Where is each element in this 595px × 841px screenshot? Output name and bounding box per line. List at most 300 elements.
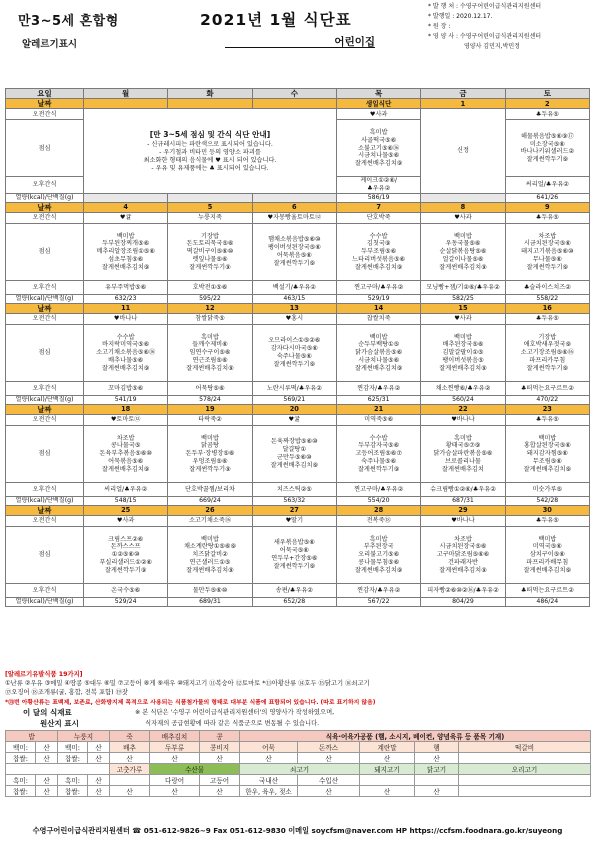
am-snack-cell: 미역죽⑤⑥ — [336, 414, 420, 425]
allergy-title: [알레르기유발식품 19가지] — [5, 671, 83, 678]
kcal-cell: 578/24 — [168, 395, 252, 404]
date-cell: 21 — [336, 404, 420, 414]
pm-snack-cell: 백설기/♣우유② — [252, 280, 336, 294]
date-cell: 1 — [421, 99, 505, 109]
lunch-cell — [168, 526, 252, 583]
origin-cell: 산 — [36, 786, 58, 797]
dish: 사골떡국⑤⑥ — [361, 136, 397, 144]
lunch-cell — [336, 324, 420, 381]
dish: 달걀탕① — [282, 446, 307, 454]
origin-cell: 수입산 — [298, 775, 360, 786]
dish: 백미밥 — [369, 333, 388, 341]
dish: 시금치된장국⑤⑥ — [439, 543, 487, 551]
dish: 잘게썬깍두기⑨ — [273, 360, 316, 368]
dish: 섬초무침⑤⑥ — [108, 255, 144, 263]
dish: 흑미밥 — [454, 434, 472, 442]
row-label-kcal: 열량(kcal)/단백질(g) — [6, 294, 84, 303]
origin-cell — [459, 786, 591, 797]
am-snack-cell: 누룽지죽 — [168, 212, 252, 223]
date-cell: 16 — [505, 303, 589, 313]
dish: 두부조림⑤⑥ — [361, 248, 397, 255]
dish: 오리불고기⑤⑥ — [358, 551, 400, 558]
dish: 돈육부추볶음⑤⑥⑩ — [99, 450, 152, 457]
dish: 미역국⑤⑥ — [532, 543, 562, 551]
dish: 새우볶음밥⑤⑥ — [273, 539, 315, 547]
dish: 차조밥 — [538, 232, 557, 240]
dish: 돼지감자찜⑤⑥ — [526, 450, 568, 457]
kcal-cell: 560/24 — [421, 395, 505, 404]
dish: 잘게썬깍두기⑨ — [526, 263, 569, 271]
holiday-cell: 신정 — [421, 109, 505, 194]
lunch-cell — [421, 526, 505, 583]
pm-snack-cell: 호박전①⑤⑥ — [168, 280, 252, 294]
header-cell: 월 — [84, 89, 168, 99]
origin-head: 밥 — [6, 731, 58, 742]
dish: 바나나키위샐러드② — [520, 148, 574, 156]
kcal-cell: 687/31 — [421, 496, 505, 505]
date-cell — [84, 99, 168, 109]
am-snack-cell: 소고기채소죽⑯ — [168, 515, 252, 526]
origin-cell: 흑미: — [6, 775, 36, 786]
dish: 돈까스스프 — [110, 543, 141, 551]
origin-cell: 산 — [415, 786, 459, 797]
kcal-cell — [421, 193, 505, 202]
dish: 파프리카무침 — [529, 356, 566, 364]
pm-snack-cell: 노란시루떡/♣우유② — [252, 381, 336, 395]
dish: 메추리알장조림①⑤⑥ — [96, 248, 155, 255]
dish: 수수밥 — [116, 333, 135, 341]
pm-snack-cell: ♣떠먹는요구르트② — [505, 583, 589, 597]
dish: 흑미밥 — [369, 535, 388, 543]
row-label-kcal: 열량(kcal)/단백질(g) — [6, 496, 84, 505]
am-snack-cell: ♥자몽빵율토마토⑫ — [252, 212, 336, 223]
pm-snack-cell: 찐감자/♣우유② — [336, 583, 420, 597]
dish: 렛잎나물⑤⑥ — [192, 255, 228, 263]
dish: 들깨수제비⑥ — [192, 341, 228, 349]
lunch-cell — [336, 526, 420, 583]
am-snack-cell: ♣두유⑤ — [505, 212, 589, 223]
origin-cell: 찹쌀: — [6, 753, 36, 764]
lunch-cell — [168, 425, 252, 482]
dish: 연근샐러드①⑤ — [189, 558, 231, 566]
dish: 채소계란탕①⑤⑥⑨ — [183, 543, 237, 551]
origin-cell: 두부류 — [150, 742, 200, 753]
date-cell: 4 — [84, 202, 168, 212]
dish: 김칫국⑨ — [366, 240, 391, 248]
origin-cell — [459, 753, 591, 764]
date-cell: 2 — [505, 99, 589, 109]
dish: 건파래자반 — [448, 558, 478, 566]
dish: 닭가슴살볶음⑤⑥ — [355, 349, 403, 356]
row-label-pm-snack: 오후간식 — [6, 381, 84, 395]
origin-cell: 한우, 육우, 젖소 — [240, 786, 298, 797]
row-label-am-snack: 오전간식 — [6, 414, 84, 425]
date-cell: 6 — [252, 202, 336, 212]
kcal-cell: 486/24 — [505, 597, 589, 606]
am-snack-cell: ♣두유⑤ — [505, 414, 589, 425]
lunch-cell — [252, 425, 336, 482]
dish: 숙주나물⑤⑥ — [276, 352, 312, 360]
notice-line: - 우유 및 유제품에는 ♣ 표시되어 있습니다. — [151, 164, 269, 172]
dish: 잘게썬배추김치⑨ — [354, 566, 403, 574]
dish: 백미밥 — [538, 535, 557, 543]
header-cell: 토 — [505, 89, 589, 99]
origin-cell: 산 — [36, 742, 58, 753]
pm-snack-cell: 찐고구마/♣우유② — [336, 280, 420, 294]
menu-table — [5, 88, 590, 607]
dish: 잘게썬깍두기⑨ — [189, 263, 231, 271]
dish: 무조림⑤⑥ — [532, 457, 562, 465]
pm-snack-cell: 채소찐빵⑥/♣우유② — [421, 381, 505, 395]
origin-head: 식육·어육가공품 (햄, 소시지, 베이컨, 양념육류 등 품목 기재) — [240, 731, 591, 742]
am-snack-cell: ♥귤 — [84, 212, 168, 223]
dish: 소불고기⑤⑥⑯ — [358, 144, 400, 152]
origin-cell: 산 — [298, 753, 360, 764]
lunch-cell — [336, 120, 420, 177]
origin-cell — [459, 775, 591, 786]
dish: 임연수구이⑤⑥ — [189, 349, 231, 356]
monthly-ingredient-label: 이 달의 식재료 — [23, 708, 72, 717]
dish: 우엉조림⑤⑥ — [192, 457, 228, 465]
date-cell: 7 — [336, 202, 420, 212]
origin-head: 수산물 — [150, 764, 240, 775]
kcal-cell: 569/21 — [252, 395, 336, 404]
dish: 백미밥 — [454, 232, 472, 240]
kcal-cell: 632/23 — [84, 294, 168, 303]
lunch-cell — [84, 526, 168, 583]
origin-cell: 햄 — [415, 742, 459, 753]
dish: 잘게썬배추김치⑨ — [101, 263, 150, 271]
age-group-title: 만3~5세 혼합형 — [18, 14, 119, 29]
dish: 잘게썬배추김치⑨ — [101, 364, 150, 372]
dish: 배추된장국⑤⑥ — [442, 341, 484, 349]
lunch-cell — [336, 425, 420, 482]
lunch-cell — [505, 425, 589, 482]
row-label-lunch: 점심 — [6, 120, 84, 177]
header-cell: 수 — [252, 89, 336, 99]
dish: 소고기장조림⑤⑥⑯ — [520, 349, 574, 356]
date-cell: 8 — [421, 202, 505, 212]
snack-item: ♣우유② — [367, 185, 391, 193]
kcal-cell: 529/24 — [84, 597, 168, 606]
kcal-cell — [84, 193, 168, 202]
origin-cell: 국내산 — [240, 775, 298, 786]
am-snack-cell: ♥바나나 — [421, 515, 505, 526]
kcal-cell: 669/24 — [168, 496, 252, 505]
allergy-list-1: ①난류 ②우유 ③메밀 ④땅콩 ⑤대두 ⑥밀 ⑦고등어 ⑧게 ⑨새우 ⑩돼지고기 ⑪복숭아 ⑫토마토 *⑬아황산류 ⑭호두 ⑮닭고기 ⑯쇠고기 — [5, 680, 370, 687]
pm-snack-cell: 꼬마김밥⑤⑥ — [84, 381, 168, 395]
row-label-lunch: 점심 — [6, 223, 84, 280]
lunch-cell — [168, 223, 252, 280]
dish: 잘게썬깍두기⑨ — [189, 465, 231, 473]
row-label-date: 날짜 — [6, 99, 84, 109]
origin-cell: 고등어 — [200, 775, 240, 786]
row-label-lunch: 점심 — [6, 526, 84, 583]
origin-cell: 산 — [150, 786, 200, 797]
row-label-lunch: 점심 — [6, 324, 84, 381]
origin-cell — [360, 775, 415, 786]
dish: 어묵볶음⑤⑥ — [276, 251, 312, 259]
origin-cell: 산 — [88, 786, 110, 797]
origin-cell — [415, 775, 459, 786]
dish: 콩나물무침⑤⑥ — [358, 558, 400, 566]
date-cell: 11 — [84, 303, 168, 313]
date-cell: 15 — [421, 303, 505, 313]
kcal-cell: 586/19 — [336, 193, 420, 202]
meta-line: * 영 양 사 : 수영구어린이급식관리지원센터 — [428, 33, 542, 40]
am-snack-cell: ♥바나나 — [84, 313, 168, 324]
origin-cell: 산 — [110, 786, 150, 797]
am-snack-cell: ♥딸기 — [252, 515, 336, 526]
menu-notice — [84, 109, 337, 194]
date-cell: 25 — [84, 505, 168, 515]
allergy-list-2: ⑰오징어 ⑱조개류(굴, 홍합, 전복 포함) ⑲잣 — [5, 689, 128, 696]
origin-cell: 백미: — [6, 742, 36, 753]
dish: 잘게썬배추김치⑨ — [186, 566, 234, 574]
dish: 해물볶음밥⑤⑥⑨⑰ — [520, 132, 574, 140]
row-label-pm-snack: 오후간식 — [6, 583, 84, 597]
kcal-cell: 529/19 — [336, 294, 420, 303]
dish: 잘게썬배추김치⑨ — [439, 364, 487, 372]
header-cell: 요일 — [6, 89, 84, 99]
dish: 시금치나물⑤⑥ — [358, 152, 400, 160]
origin-head: 배추김치 — [150, 731, 200, 742]
dish: 두부감자국⑤⑥ — [358, 442, 400, 450]
dish: 잘게썬배추김치⑨ — [354, 160, 403, 167]
lunch-cell — [84, 324, 168, 381]
dish: 고등어조림⑤⑥⑦ — [355, 450, 402, 457]
origin-table — [5, 730, 591, 797]
origin-head: 콩 — [200, 731, 240, 742]
row-label-pm-snack: 오후간식 — [6, 280, 84, 294]
pm-snack-cell: 찐고구마/♣우유② — [336, 482, 420, 496]
lunch-cell — [252, 526, 336, 583]
pm-snack-cell: 치즈스틱②⑤ — [252, 482, 336, 496]
dish: 수수밥 — [369, 434, 388, 442]
menu-title: 2021년 1월 식단표 — [200, 11, 352, 29]
origin-cell: 다랑어 — [150, 775, 200, 786]
notice-line: 최소화한 형태의 음식물에 ♥ 표시 되어 있습니다. — [143, 156, 277, 164]
date-cell: 30 — [505, 505, 589, 515]
dish: 황태국⑤⑦⑨ — [445, 442, 481, 450]
origin-cell: 찹쌀: — [58, 786, 88, 797]
dish: 잘게썬배추김치⑨ — [439, 566, 487, 574]
date-cell: 9 — [505, 202, 589, 212]
pm-snack-cell: 씨리얼/♣우유② — [505, 177, 589, 194]
lunch-cell — [505, 526, 589, 583]
am-snack-cell: ♥사과 — [336, 109, 420, 120]
dish: 잘게썬배추김치⑨ — [439, 263, 487, 271]
dish: 잘게썬배추김치⑨ — [186, 364, 234, 372]
date-cell — [168, 99, 252, 109]
dish: 부추된장국 — [363, 543, 394, 551]
kcal-cell: 641/26 — [505, 193, 589, 202]
row-label-kcal: 열량(kcal)/단백질(g) — [6, 597, 84, 606]
dish: 잘게썬깍두기⑨ — [357, 465, 400, 473]
dish: 어묵국⑤⑥ — [279, 547, 309, 555]
dish: 시금치된장국⑤⑥ — [523, 240, 571, 248]
kcal-cell: 558/22 — [505, 294, 589, 303]
origin-cell: 산 — [200, 753, 240, 764]
lunch-cell — [84, 425, 168, 482]
origin-head: 닭고기 — [415, 764, 459, 775]
pm-snack-cell: 물만두⑤⑥⑩ — [168, 583, 252, 597]
origin-cell: 산 — [88, 753, 110, 764]
origin-cell: 어묵 — [240, 742, 298, 753]
pm-snack-cell — [336, 177, 420, 194]
dish: 콩나물국⑤ — [110, 442, 141, 450]
dish: 소고기채소볶음⑤⑥⑯ — [96, 349, 156, 356]
notice-line: - 신규레시피는 파란색으로 표시되어 있습니다. — [147, 141, 273, 149]
origin-head: 고춧가루 — [110, 764, 150, 775]
origin-cell: 산 — [150, 753, 200, 764]
kcal-cell — [168, 193, 252, 202]
dish: 흑미밥 — [369, 129, 388, 136]
dish: 군만두⑤⑥⑩ — [277, 453, 312, 461]
dish: ①②⑤⑥⑩ — [111, 551, 140, 558]
dish: 백미밥 — [201, 535, 219, 543]
origin-cell: 산 — [298, 786, 360, 797]
dish: 백미밥 — [454, 333, 472, 341]
dish: 두부된장찌개⑤⑥ — [102, 240, 150, 248]
dish: 기장밥 — [538, 333, 557, 341]
dish: 삼치구이⑤⑥ — [529, 551, 565, 558]
kcal-cell: 542/28 — [505, 496, 589, 505]
origin-cell — [110, 775, 150, 786]
row-label-lunch: 점심 — [6, 425, 84, 482]
date-cell: 29 — [421, 505, 505, 515]
dish: 바지락미역국⑤⑥ — [102, 341, 150, 349]
row-label-date: 날짜 — [6, 202, 84, 212]
dish: 잘게썬깍두기⑨ — [273, 259, 316, 267]
dish: 차조밥 — [116, 434, 135, 442]
origin-cell: 산 — [360, 753, 415, 764]
date-cell: 28 — [336, 505, 420, 515]
dish: 감자다시마국⑤⑥ — [270, 345, 318, 353]
pm-snack-cell: 온국수⑤⑥ — [84, 583, 168, 597]
dish: 미소장국⑤⑥ — [529, 140, 565, 148]
am-snack-cell: 단호박죽 — [336, 212, 420, 223]
am-snack-cell: ♥바나나 — [421, 414, 505, 425]
origin-cell: 콩비지 — [200, 742, 240, 753]
dish: 떡갈비구이⑤⑥⑩ — [186, 248, 234, 255]
pm-snack-cell: 송편/♣우유② — [252, 583, 336, 597]
am-snack-cell: ♣두유⑤ — [505, 313, 589, 324]
dish: 연두부+간장⑤⑥ — [271, 554, 318, 562]
pm-snack-cell: 피자빵②⑥⑩②⑯/♣우유② — [421, 583, 505, 597]
kcal-cell: 463/15 — [252, 294, 336, 303]
dish: 고구마닭조림⑤⑥⑥ — [436, 551, 490, 558]
notice-title: [만 3~5세 점심 및 간식 식단 안내] — [149, 129, 271, 139]
date-cell: 14 — [336, 303, 420, 313]
pm-snack-cell: 모닝빵+잼/기②⑥/♣우유② — [421, 280, 505, 294]
dish: 돈두부·장병장⑤⑥ — [185, 450, 235, 457]
origin-cell: 찹쌀: — [58, 753, 88, 764]
am-snack-cell: ♥사과 — [421, 313, 505, 324]
date-cell: 12 — [168, 303, 252, 313]
dish: 배추나물⑤⑥ — [108, 356, 144, 364]
dish: 팽이버섯된장국⑤⑥ — [267, 244, 321, 252]
dish: 흑미밥 — [201, 333, 219, 341]
kcal-cell: 470/22 — [505, 395, 589, 404]
kcal-cell: 567/22 — [336, 597, 420, 606]
pm-snack-cell: 슈크림빵①②⑥/♣우유② — [421, 482, 505, 496]
origin-head: 죽 — [110, 731, 150, 742]
origin-head: 누룽지 — [58, 731, 110, 742]
dish: 잘게썬배추김치 — [442, 465, 484, 473]
kcal-cell: 804/29 — [421, 597, 505, 606]
dish: 돈육짜장밥⑤⑥⑩ — [271, 438, 318, 446]
origin-cell: 산 — [88, 742, 110, 753]
dish: 크림스프②⑥ — [108, 535, 144, 543]
page-header — [0, 0, 595, 86]
origin-cell: 산 — [200, 786, 240, 797]
header-cell: 목 — [336, 89, 420, 99]
date-cell: 18 — [84, 404, 168, 414]
dish: 기장밥 — [201, 232, 219, 240]
meta-line: * 발행일 : 2020.12.17. — [428, 13, 493, 20]
dish: 얼갈이나물⑤⑥ — [442, 255, 484, 263]
lunch-cell — [252, 324, 336, 381]
dish: 백미밥 — [201, 434, 219, 442]
origin-head: 돼지고기 — [360, 764, 415, 775]
dish: 수수밥 — [369, 232, 388, 240]
notice-line: - 우기철과 비타민 등의 영양소 파괴를 — [159, 149, 261, 157]
row-label-kcal: 열량(kcal)/단백질(g) — [6, 193, 84, 202]
origin-text: 식자재의 공급현황에 따라 같은 식품군으로 변동될 수 있습니다. — [145, 720, 320, 727]
dish: 백미밥 — [538, 434, 557, 442]
pm-snack-cell: 단호박꿀찜/보리차 — [168, 482, 252, 496]
dish: 어묵볶음⑤⑥ — [108, 457, 144, 465]
sulfite-notice: *⑬번 아황산류는 표백제, 보존료, 산화방지제 목적으로 사용되는 식품첨가물의 형태로 대부분 식품에 표함되어 있습니다. (따로 표기하지 않음) — [5, 700, 376, 706]
dish: 팽이버섯볶음⑤ — [442, 356, 484, 364]
origin-cell: 산 — [36, 753, 58, 764]
kcal-cell: 563/32 — [252, 496, 336, 505]
dish: 잘게썬배추김치⑨ — [523, 566, 572, 574]
meta-line: * 원 장 : — [428, 23, 451, 30]
dish: 잘게썬깍두기⑨ — [526, 364, 569, 372]
row-label-date: 날짜 — [6, 505, 84, 515]
lunch-cell — [505, 120, 589, 177]
dish: 돼지고기볶음⑤⑥⑩ — [521, 248, 574, 255]
kcal-cell: 595/22 — [168, 294, 252, 303]
meta-line: 영양사 김민지,박민정 — [464, 43, 520, 50]
kcal-cell: 541/19 — [84, 395, 168, 404]
dish: 잘게썬배추김치⑨ — [523, 465, 572, 473]
dish: 무나물⑤⑥ — [532, 255, 562, 263]
dish: 느타리버섯볶음⑤⑥ — [352, 255, 406, 263]
pm-snack-cell: ♣슬라이스치즈② — [505, 280, 589, 294]
am-snack-cell: ♥사과 — [84, 515, 168, 526]
am-snack-cell: ♥귤 — [252, 414, 336, 425]
origin-cell: 산 — [360, 786, 415, 797]
date-cell: 22 — [421, 404, 505, 414]
origin-cell: 산 — [88, 775, 110, 786]
origin-cell — [6, 764, 110, 775]
row-label-date: 날짜 — [6, 303, 84, 313]
dish: 햄채소볶음밥⑤⑥⑩ — [268, 236, 321, 244]
origin-cell: 배추 — [110, 742, 150, 753]
pm-snack-cell: 찐감자/♣우유② — [336, 381, 420, 395]
date-cell: 27 — [252, 505, 336, 515]
kcal-cell: 689/31 — [168, 597, 252, 606]
row-label-am-snack: 오전간식 — [6, 313, 84, 324]
am-snack-cell: ♣두유⑤ — [505, 109, 589, 120]
lunch-cell — [421, 425, 505, 482]
dish: 시금치나물⑤⑥ — [358, 356, 400, 364]
dish: 홍합살된장국⑤⑥ — [523, 442, 571, 450]
pm-snack-cell: 어묵탕⑤⑥ — [168, 381, 252, 395]
